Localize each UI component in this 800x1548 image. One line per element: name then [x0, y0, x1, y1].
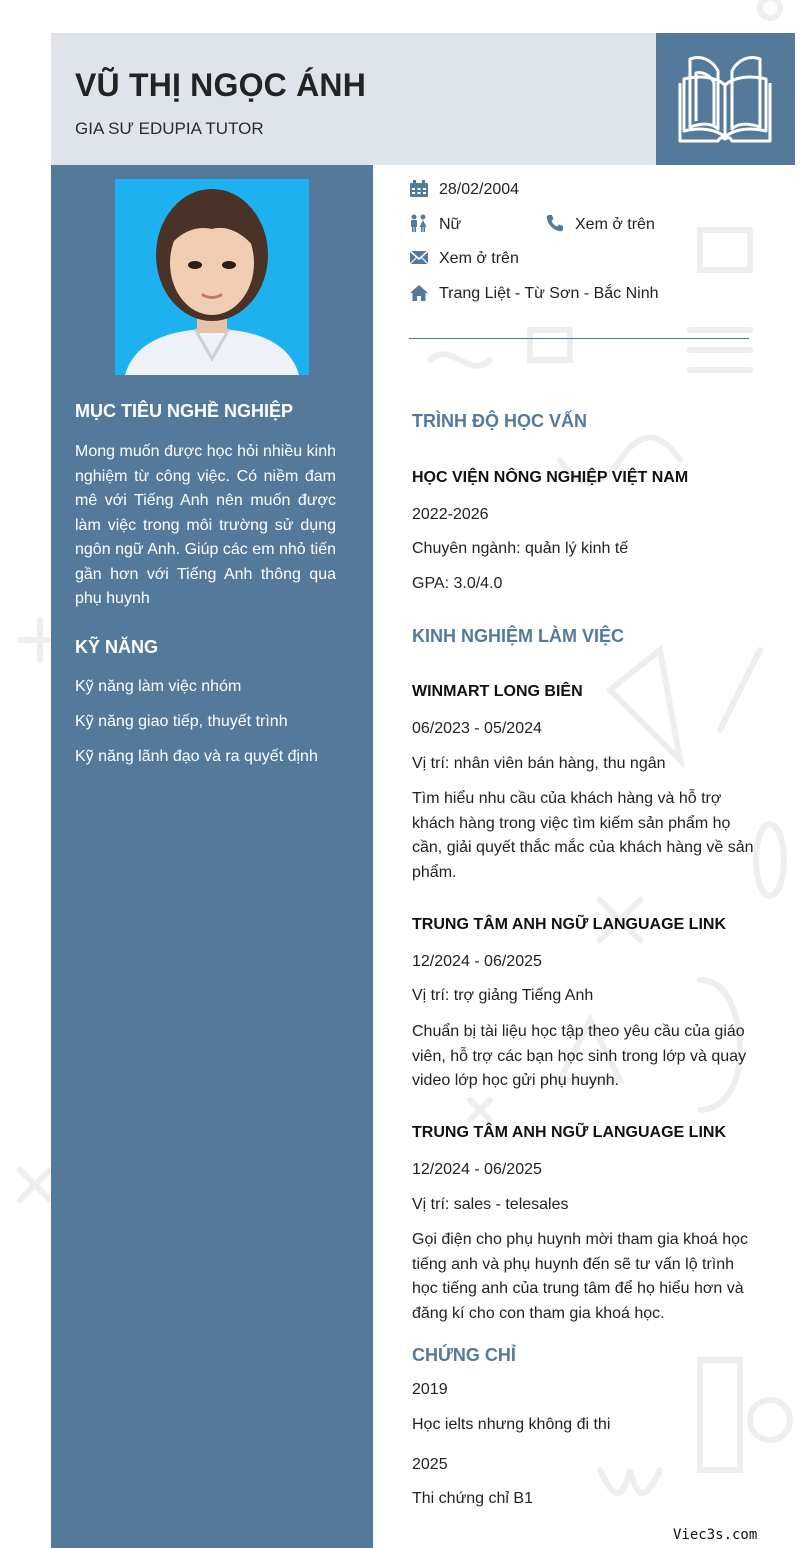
- address: Trang Liệt - Từ Sơn - Bắc Ninh: [439, 285, 659, 302]
- education-major: Chuyên ngành: quản lý kinh tế: [412, 540, 629, 557]
- certificate-desc: Học ielts nhưng không đi thi: [412, 1416, 611, 1433]
- portrait-illustration: [115, 179, 309, 375]
- job-org: TRUNG TÂM ANH NGỮ LANGUAGE LINK: [412, 1124, 726, 1141]
- job-description: Gọi điện cho phụ huynh mời tham gia khoá học tiếng anh và phụ huynh đến sẽ tư vấn lộ trình học tiếng anh của trung tâm để họ hiểu hơn và đăng kí cho con tham gia khoá học.: [412, 1231, 749, 1322]
- experience-title: KINH NGHIỆM LÀM VIỆC: [412, 626, 625, 646]
- candidate-name: VŨ THỊ NGỌC ÁNH: [75, 67, 366, 103]
- job-description: Chuẩn bị tài liệu học tập theo yêu cầu của giáo viên, hỗ trợ các bạn học sinh trong lớp và quay video lớp học gửi phụ huynh.: [412, 1023, 747, 1089]
- profile-photo: [115, 179, 309, 375]
- skills-title: KỸ NĂNG: [75, 637, 159, 657]
- birthdate: 28/02/2004: [439, 181, 520, 198]
- gender-icon: [409, 214, 429, 232]
- gender: Nữ: [439, 216, 462, 233]
- email: Xem ở trên: [439, 250, 519, 267]
- job-position: Vị trí: nhân viên bán hàng, thu ngân: [412, 755, 666, 772]
- skill-item: Kỹ năng làm việc nhóm: [75, 678, 242, 695]
- home-icon: [409, 284, 429, 302]
- calendar-icon: [409, 180, 429, 198]
- education-years: 2022-2026: [412, 506, 489, 523]
- certificate-year: 2025: [412, 1456, 448, 1473]
- candidate-role: GIA SƯ EDUPIA TUTOR: [75, 119, 264, 138]
- job-org: TRUNG TÂM ANH NGỮ LANGUAGE LINK: [412, 916, 726, 933]
- skill-item: Kỹ năng giao tiếp, thuyết trình: [75, 713, 288, 730]
- education-title: TRÌNH ĐỘ HỌC VẤN: [412, 411, 587, 431]
- logo-box: [656, 33, 795, 165]
- education-gpa: GPA: 3.0/4.0: [412, 575, 503, 592]
- job-period: 12/2024 - 06/2025: [412, 953, 542, 970]
- footer-brand: Viec3s.com: [673, 1527, 758, 1543]
- job-org: WINMART LONG BIÊN: [412, 683, 583, 700]
- job-description: Tìm hiểu nhu cầu của khách hàng và hỗ trợ khách hàng trong việc tìm kiếm sản phẩm họ cần, giải quyết thắc mắc của khách hàng về sản phẩm.: [412, 790, 754, 881]
- job-position: Vị trí: trợ giảng Tiếng Anh: [412, 987, 594, 1004]
- certificate-year: 2019: [412, 1381, 448, 1398]
- job-period: 12/2024 - 06/2025: [412, 1161, 542, 1178]
- open-book-icon: [656, 33, 795, 165]
- phone-icon: [545, 214, 565, 232]
- skill-item: Kỹ năng lãnh đạo và ra quyết định: [75, 748, 318, 765]
- certificate-desc: Thi chứng chỉ B1: [412, 1490, 533, 1507]
- email-icon: [409, 249, 429, 267]
- sidebar: [51, 165, 373, 1548]
- objective-title: MỤC TIÊU NGHỀ NGHIỆP: [75, 401, 294, 421]
- objective-text: Mong muốn được học hỏi nhiều kinh nghiệm từ công việc. Có niềm đam mê với Tiếng Anh nên muốn được làm việc trong môi trường sử dụng ngôn ngữ Anh. Giúp các em nhỏ tiến gần hơn với Tiếng Anh thông qua phụ huynh: [75, 443, 336, 607]
- job-position: Vị trí: sales - telesales: [412, 1196, 569, 1213]
- phone: Xem ở trên: [575, 216, 655, 233]
- job-period: 06/2023 - 05/2024: [412, 720, 542, 737]
- school-name: HỌC VIỆN NÔNG NGHIỆP VIỆT NAM: [412, 469, 689, 486]
- header-banner: [51, 33, 656, 165]
- section-divider: [409, 338, 749, 339]
- certificates-title: CHỨNG CHỈ: [412, 1345, 516, 1365]
